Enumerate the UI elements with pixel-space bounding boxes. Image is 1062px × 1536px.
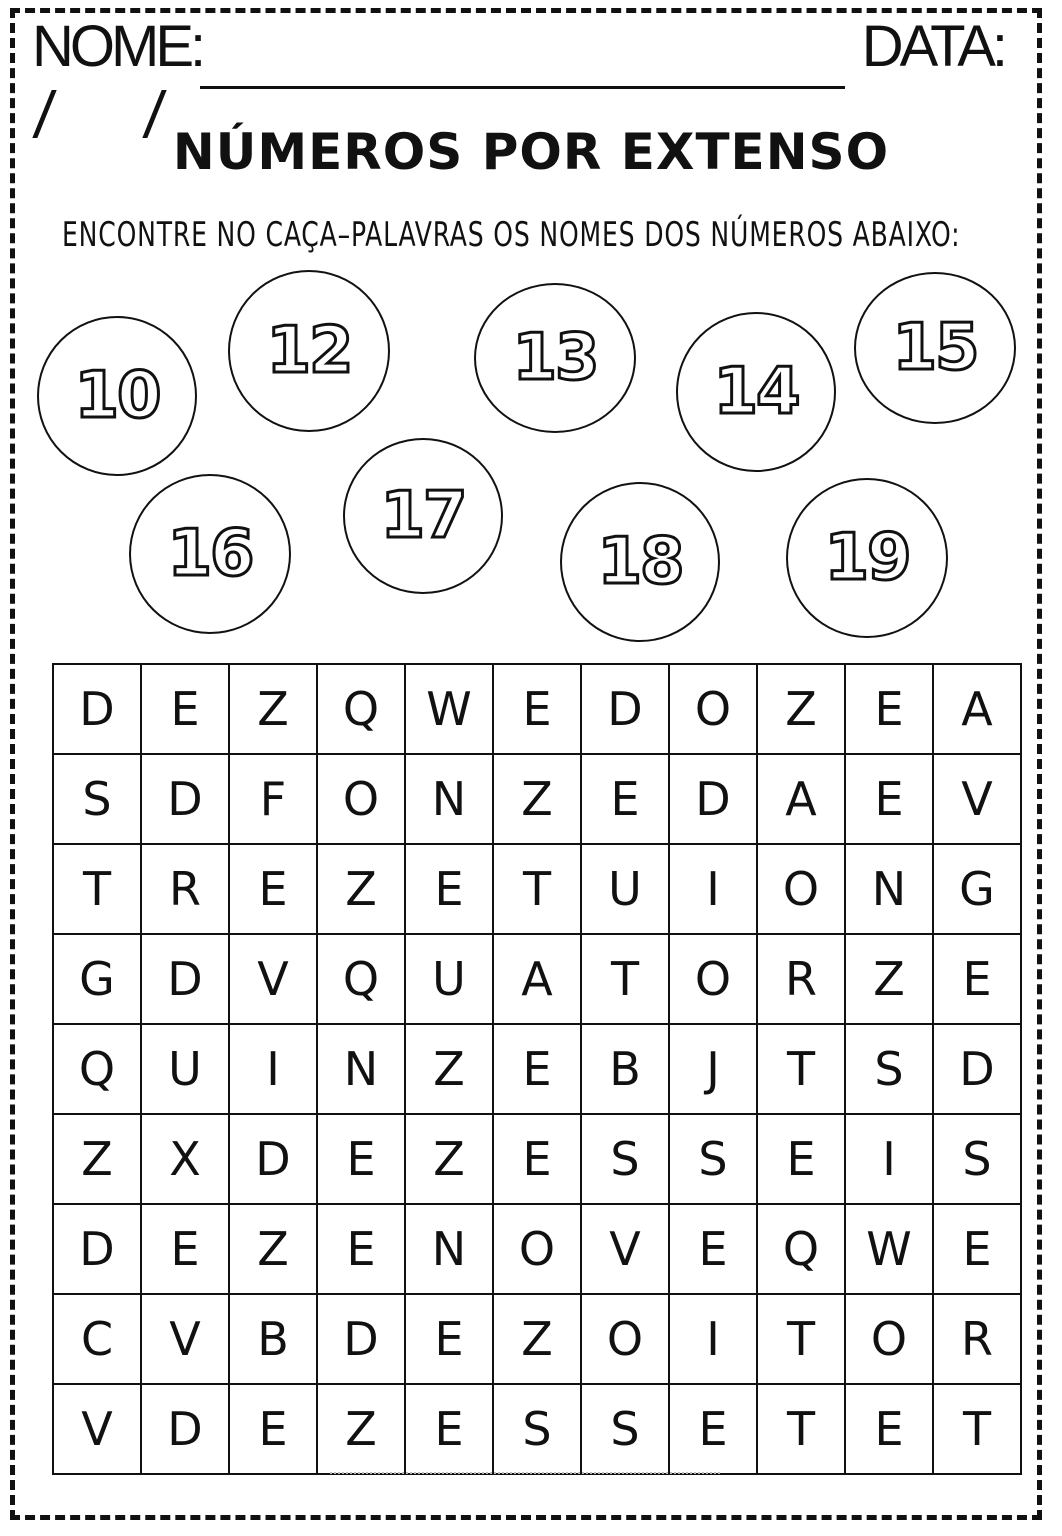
grid-cell[interactable]: O	[669, 664, 757, 754]
grid-cell[interactable]: E	[405, 1294, 493, 1384]
grid-cell[interactable]: Z	[493, 1294, 581, 1384]
number-bubble	[676, 312, 836, 472]
grid-cell[interactable]: O	[317, 754, 405, 844]
grid-cell[interactable]: E	[669, 1204, 757, 1294]
page-title: NÚMEROS POR EXTENSO	[172, 123, 890, 181]
grid-cell[interactable]: I	[845, 1114, 933, 1204]
grid-cell[interactable]: O	[493, 1204, 581, 1294]
grid-row	[53, 1384, 1021, 1474]
number-bubble	[129, 474, 291, 634]
grid-cell[interactable]: R	[757, 934, 845, 1024]
grid-cell[interactable]: Z	[845, 934, 933, 1024]
grid-cell[interactable]: D	[141, 1384, 229, 1474]
grid-cell[interactable]: S	[493, 1384, 581, 1474]
grid-row	[53, 1204, 1021, 1294]
grid-cell[interactable]: N	[845, 844, 933, 934]
grid-cell[interactable]: E	[933, 1204, 1021, 1294]
grid-cell[interactable]: S	[669, 1114, 757, 1204]
name-line	[200, 86, 845, 89]
grid-cell[interactable]: E	[493, 664, 581, 754]
grid-cell[interactable]: O	[845, 1294, 933, 1384]
watermark	[330, 1472, 720, 1480]
grid-row	[53, 754, 1021, 844]
grid-row	[53, 1294, 1021, 1384]
grid-cell[interactable]: B	[581, 1024, 669, 1114]
grid-cell[interactable]: S	[933, 1114, 1021, 1204]
number-text: 17	[380, 479, 466, 553]
number-text: 14	[713, 355, 799, 429]
grid-cell[interactable]: S	[581, 1384, 669, 1474]
grid-cell[interactable]: E	[405, 1384, 493, 1474]
grid-cell[interactable]: V	[141, 1294, 229, 1384]
grid-cell[interactable]: V	[53, 1384, 141, 1474]
number-text: 18	[597, 525, 683, 599]
grid-cell[interactable]: V	[229, 934, 317, 1024]
grid-cell[interactable]: E	[845, 1384, 933, 1474]
grid-cell[interactable]: Z	[493, 754, 581, 844]
grid-cell[interactable]: Q	[317, 934, 405, 1024]
grid-cell[interactable]: O	[669, 934, 757, 1024]
grid-cell[interactable]: Z	[405, 1114, 493, 1204]
grid-cell[interactable]: V	[581, 1204, 669, 1294]
grid-cell[interactable]: O	[581, 1294, 669, 1384]
grid-cell[interactable]: S	[53, 754, 141, 844]
number-text: 12	[266, 314, 352, 388]
grid-cell[interactable]: A	[757, 754, 845, 844]
number-bubble	[786, 478, 948, 638]
grid-cell[interactable]: D	[581, 664, 669, 754]
grid-cell[interactable]: E	[317, 1204, 405, 1294]
grid-cell[interactable]: Z	[317, 844, 405, 934]
date-label: DATA:	[861, 14, 1004, 79]
number-bubble	[37, 316, 197, 476]
grid-cell[interactable]: D	[669, 754, 757, 844]
grid-row	[53, 1024, 1021, 1114]
grid-cell[interactable]: V	[933, 754, 1021, 844]
name-label: NOME:	[32, 14, 203, 79]
grid-cell[interactable]: E	[669, 1384, 757, 1474]
grid-cell[interactable]: U	[581, 844, 669, 934]
grid-cell[interactable]: T	[757, 1384, 845, 1474]
grid-cell[interactable]: T	[757, 1024, 845, 1114]
grid-cell[interactable]: F	[229, 754, 317, 844]
number-text: 10	[74, 359, 160, 433]
grid-cell[interactable]: E	[229, 1384, 317, 1474]
grid-cell[interactable]: O	[757, 844, 845, 934]
grid-cell[interactable]: Z	[229, 664, 317, 754]
grid-cell[interactable]: S	[845, 1024, 933, 1114]
number-bubble	[560, 482, 720, 642]
number-text: 16	[167, 517, 253, 591]
grid-cell[interactable]: Z	[757, 664, 845, 754]
grid-cell[interactable]: U	[141, 1024, 229, 1114]
grid-cell[interactable]: G	[933, 844, 1021, 934]
grid-cell[interactable]: W	[405, 664, 493, 754]
grid-cell[interactable]: T	[757, 1294, 845, 1384]
grid-cell[interactable]: X	[141, 1114, 229, 1204]
grid-cell[interactable]: I	[229, 1024, 317, 1114]
grid-cell[interactable]: N	[405, 1204, 493, 1294]
instruction-text: ENCONTRE NO CAÇA–PALAVRAS OS NOMES DOS NÚMEROS ABAIXO:	[62, 215, 961, 255]
grid-cell[interactable]: T	[581, 934, 669, 1024]
grid-cell[interactable]: N	[317, 1024, 405, 1114]
grid-cell[interactable]: N	[405, 754, 493, 844]
grid-cell[interactable]: Q	[757, 1204, 845, 1294]
grid-cell[interactable]: E	[317, 1114, 405, 1204]
number-bubble	[343, 438, 503, 594]
grid-cell[interactable]: E	[229, 844, 317, 934]
grid-cell[interactable]: E	[141, 664, 229, 754]
grid-cell[interactable]: D	[53, 664, 141, 754]
grid-cell[interactable]: E	[493, 1024, 581, 1114]
grid-cell[interactable]: B	[229, 1294, 317, 1384]
grid-cell[interactable]: S	[581, 1114, 669, 1204]
grid-cell[interactable]: J	[669, 1024, 757, 1114]
grid-cell[interactable]: Z	[317, 1384, 405, 1474]
grid-cell[interactable]: Q	[317, 664, 405, 754]
grid-cell[interactable]: I	[669, 1294, 757, 1384]
grid-cell[interactable]: D	[53, 1204, 141, 1294]
grid-cell[interactable]: R	[933, 1294, 1021, 1384]
grid-cell[interactable]: A	[493, 934, 581, 1024]
word-search-grid	[52, 663, 1022, 1475]
grid-row	[53, 664, 1021, 754]
number-bubble	[854, 272, 1016, 424]
grid-row	[53, 1114, 1021, 1204]
grid-cell[interactable]: D	[317, 1294, 405, 1384]
grid-cell[interactable]: A	[933, 664, 1021, 754]
grid-cell[interactable]: I	[669, 844, 757, 934]
number-text: 15	[892, 311, 978, 385]
grid-cell[interactable]: T	[493, 844, 581, 934]
grid-cell[interactable]: T	[933, 1384, 1021, 1474]
grid-cell[interactable]: D	[933, 1024, 1021, 1114]
grid-cell[interactable]: R	[141, 844, 229, 934]
number-text: 19	[824, 521, 910, 595]
grid-cell[interactable]: D	[141, 754, 229, 844]
grid-cell[interactable]: E	[141, 1204, 229, 1294]
grid-cell[interactable]: D	[141, 934, 229, 1024]
grid-cell[interactable]: E	[493, 1114, 581, 1204]
number-bubble	[228, 270, 390, 432]
grid-cell[interactable]: E	[757, 1114, 845, 1204]
grid-cell[interactable]: E	[581, 754, 669, 844]
grid-cell[interactable]: Z	[405, 1024, 493, 1114]
grid-cell[interactable]: E	[845, 754, 933, 844]
grid-cell[interactable]: T	[53, 844, 141, 934]
grid-cell[interactable]: E	[845, 664, 933, 754]
grid-cell[interactable]: C	[53, 1294, 141, 1384]
grid-cell[interactable]: Z	[53, 1114, 141, 1204]
grid-row	[53, 844, 1021, 934]
grid-cell[interactable]: W	[845, 1204, 933, 1294]
grid-cell[interactable]: Z	[229, 1204, 317, 1294]
grid-row	[53, 934, 1021, 1024]
grid-cell[interactable]: E	[405, 844, 493, 934]
number-bubble	[474, 283, 636, 433]
number-text: 13	[512, 321, 598, 395]
grid-cell[interactable]: U	[405, 934, 493, 1024]
grid-cell[interactable]: Q	[53, 1024, 141, 1114]
grid-cell[interactable]: D	[229, 1114, 317, 1204]
grid-cell[interactable]: G	[53, 934, 141, 1024]
grid-cell[interactable]: E	[933, 934, 1021, 1024]
